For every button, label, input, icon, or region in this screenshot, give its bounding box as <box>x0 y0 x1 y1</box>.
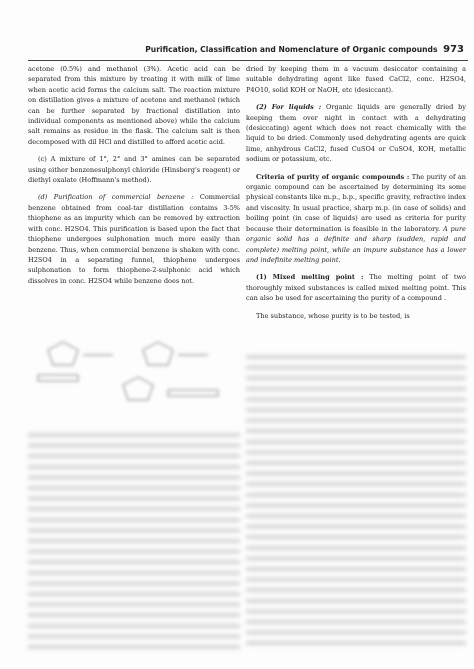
blurred-structure-diagram <box>28 330 240 420</box>
left-column <box>28 64 240 286</box>
page-header <box>72 44 464 58</box>
purity-criteria-heading: Criteria of purity of organic compounds : <box>256 172 410 181</box>
blurred-left-text <box>28 430 240 650</box>
benzene-purification-text: Commercial benzene obtained from coal-tar distillation contains 3-5% thiophene as an impurity which can be removed by extraction with conc. H2SO4. This purification is based upon the fact that thiophene undergoes sulphonation much more easily than benzene. Thus, when commercial benzene is shaken with conc. H2SO4 in a separating funnel, thiophene undergoes sulphonation to form thiophene-2-sulphonic acid which dissolves in conc. H2SO4 while benzene does not. <box>28 193 240 285</box>
liquids-heading: (2) For liquids : <box>256 103 322 112</box>
header-title: Purification, Classification and Nomenclature of Organic compounds <box>145 45 438 54</box>
left-paragraph-1: acetone (0.5%) and methanol (3%). Acetic acid can be separated from this mixture by treating it with milk of lime when acetic acid forms the calcium salt. The reaction mixture on distillation gives a mixture of acetone and methanol (which can be further separated by fractional distillation into individual components as mentioned above) while the calcium salt remains as residue in the flask. The calcium salt is then decomposed with dil HCl and distilled to afford acetic acid. <box>28 65 240 146</box>
benzene-purification-heading: (d) Purification of commercial benzene : <box>38 193 194 202</box>
blurred-right-text <box>246 352 466 652</box>
right-paragraph-2 <box>246 102 466 164</box>
right-column <box>246 64 466 321</box>
left-paragraph-2: (c) A mixture of 1°, 2° and 3° amines can be separated using either benzenesulphonyl chloride (Hinsberg's reagent) or diethyl oxalate (Hoffmann's method). <box>28 155 240 185</box>
right-paragraph-1: dried by keeping them in a vacuum desiccator containing a suitable dehydrating agent like fused CaCl2, conc. H2SO4, P4O10, solid KOH or NaOH, etc (desiccant). <box>246 65 466 94</box>
right-paragraph-5: The substance, whose purity is to be tested, is <box>256 311 410 320</box>
page-number: 973 <box>443 44 464 55</box>
mixed-melting-heading: (1) Mixed melting point : <box>256 273 364 282</box>
liquids-text: Organic liquids are generally dried by keeping them over night in contact with a dehydrating (desiccating) agent which does not react chemically with the liquid to be dried. Commonly used dehydrating agents are quick lime, anhydrous CaCl2, fused CuSO4 or CuSO4, KOH, metallic sodium or potassium, etc. <box>246 103 466 164</box>
right-paragraph-3 <box>246 172 466 266</box>
left-paragraph-3 <box>28 192 240 286</box>
purity-criteria-emphasis: A pure organic solid has a definite and sharp (sudden, rapid and complete) melting point, while an impure substance has a lower and indefinite melting point. <box>246 224 466 264</box>
purity-criteria-text: The purity of an organic compound can be ascertained by determining its some physical constants like m.p., b.p., specific gravity, refractive index and viscosity. In usual practice, sharp m.p. (in case of solids) and boiling point (in case of liquids) are used as criteria for purity because their determination is feasible in the laboratory. <box>246 172 466 233</box>
mixed-melting-text: The melting point of two thoroughly mixed substances is called mixed melting point. This can also be used for ascertaining the purity of a compound . <box>246 273 466 303</box>
header-rule <box>28 60 468 61</box>
right-paragraph-4 <box>246 272 466 303</box>
